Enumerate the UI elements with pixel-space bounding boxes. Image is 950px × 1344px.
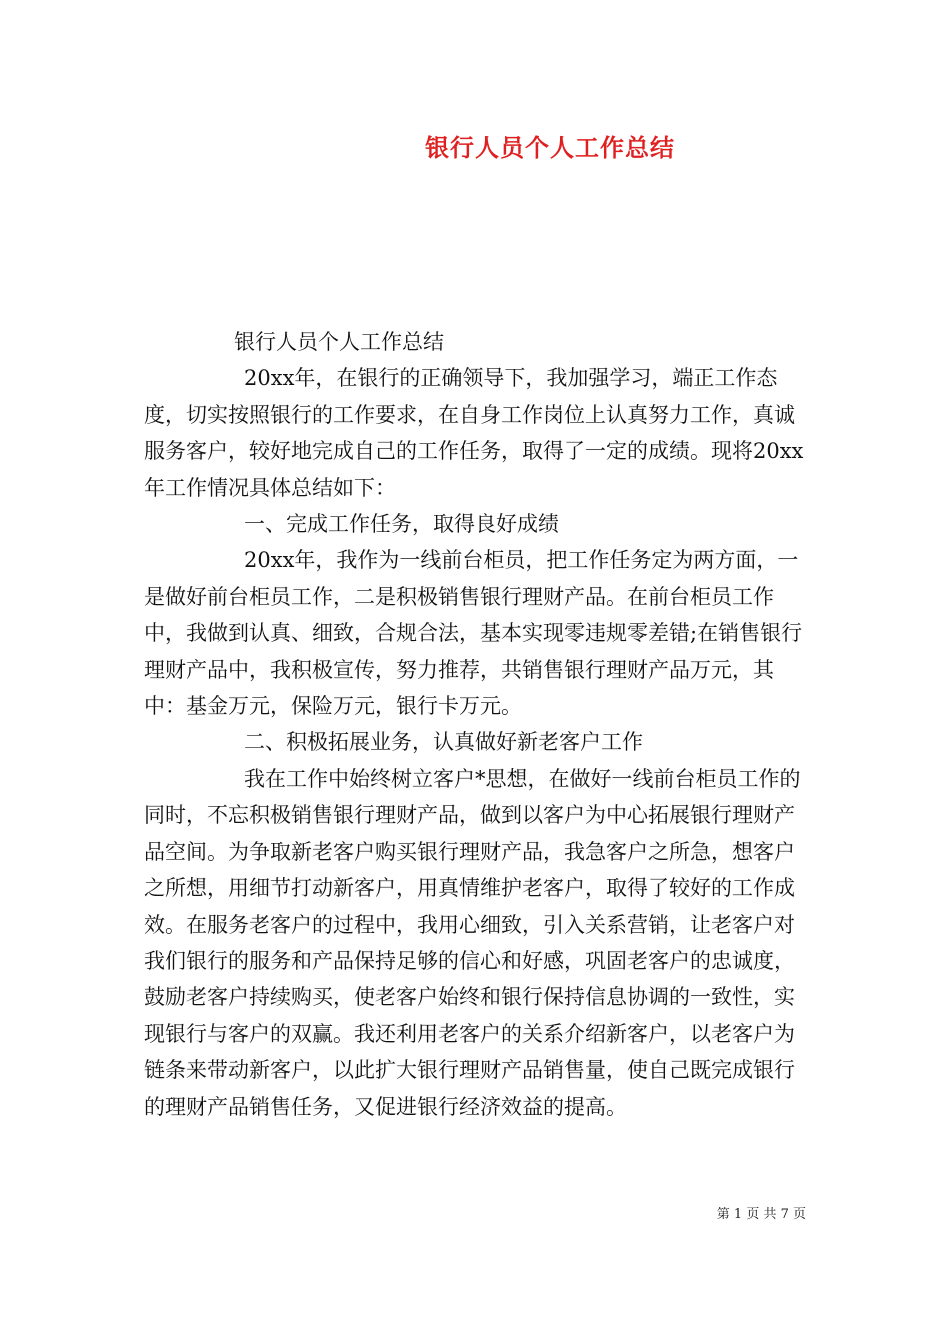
document-body (144, 324, 814, 1125)
document-title: 银行人员个人工作总结 (425, 134, 675, 162)
section-heading-1: 一、完成工作任务，取得良好成绩 (244, 512, 559, 537)
paragraph-intro: 20xx年，在银行的正确领导下，我加强学习，端正工作态度，切实按照银行的工作要求，在自身工作岗位上认真努力工作，真诚服务客户，较好地完成自己的工作任务，取得了一定的成绩。现将20xx年工作情况具体总结如下： (144, 366, 804, 500)
section-heading-2: 二、积极拓展业务，认真做好新老客户工作 (244, 730, 643, 755)
paragraph-section-1: 20xx年，我作为一线前台柜员，把工作任务定为两方面，一是做好前台柜员工作，二是积极销售银行理财产品。在前台柜员工作中，我做到认真、细致，合规合法，基本实现零违规零差错;在销售银行理财产品中，我积极宣传，努力推荐，共销售银行理财产品万元，其中：基金万元，保险万元，银行卡万元。 (144, 548, 803, 719)
paragraph-section-2: 我在工作中始终树立客户*思想，在做好一线前台柜员工作的同时，不忘积极销售银行理财产品，做到以客户为中心拓展银行理财产品空间。为争取新老客户购买银行理财产品，我急客户之所急，想客户之所想，用细节打动新客户，用真情维护老客户，取得了较好的工作成效。在服务老客户的过程中，我用心细致，引入关系营销，让老客户对我们银行的服务和产品保持足够的信心和好感，巩固老客户的忠诚度，鼓励老客户持续购买，使老客户始终和银行保持信息协调的一致性，实现银行与客户的双赢。我还利用老客户的关系介绍新客户，以老客户为链条来带动新客户，以此扩大银行理财产品销售量，使自己既完成银行的理财产品销售任务，又促进银行经济效益的提高。 (144, 766, 801, 1119)
document-subtitle: 银行人员个人工作总结 (234, 330, 444, 354)
page-number: 第 1 页 共 7 页 (716, 1207, 806, 1222)
